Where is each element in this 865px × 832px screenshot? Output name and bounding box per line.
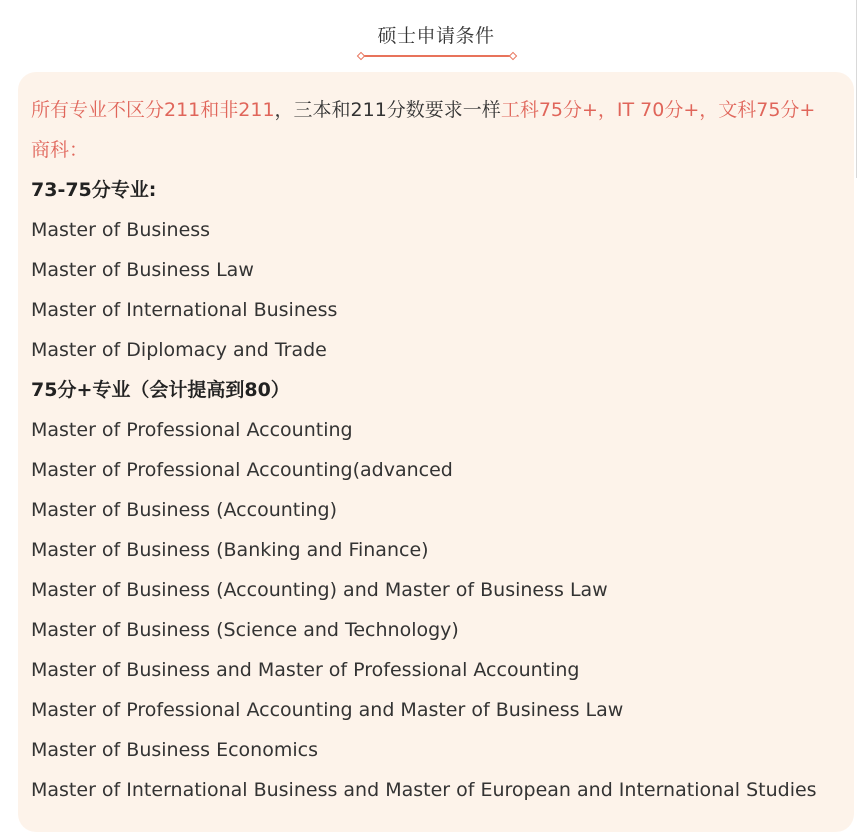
section-header (0, 22, 865, 50)
intro-highlight-2: 工科75分+，IT 70分+，文科75分+ (500, 99, 816, 121)
diamond-right-icon (509, 52, 517, 60)
program-item: Master of Business (Accounting) (31, 499, 338, 521)
program-item: Master of Business Economics (31, 739, 318, 761)
program-item: Master of Business Law (31, 259, 254, 281)
program-item: Master of Diplomacy and Trade (31, 339, 327, 361)
intro-highlight-1: 所有专业不区分211和非211 (31, 99, 275, 121)
intro-line (31, 90, 846, 130)
program-item: Master of Business (31, 219, 211, 241)
program-item: Master of Business (Accounting) and Master of Business Law (31, 579, 608, 601)
business-label: 商科： (31, 139, 89, 161)
program-item: Master of Professional Accounting(advanced (31, 459, 453, 481)
program-item: Master of Business and Master of Professional Accounting (31, 659, 580, 681)
program-item: Master of Professional Accounting and Master of Business Law (31, 699, 624, 721)
requirements-body (31, 90, 846, 810)
program-item: Master of Business (Banking and Finance) (31, 539, 429, 561)
program-item: Master of Business (Science and Technology) (31, 619, 459, 641)
program-item: Master of International Business and Master of European and International Studies (31, 779, 817, 801)
title-underline-ornament (358, 53, 516, 59)
intro-plain: ，三本和211分数要求一样 (274, 99, 501, 121)
section-heading: 75分+专业（会计提高到80） (31, 379, 290, 401)
program-item: Master of Professional Accounting (31, 419, 353, 441)
section-heading: 73-75分专业: (31, 179, 157, 201)
program-item: Master of International Business (31, 299, 338, 321)
page-title: 硕士申请条件 (377, 25, 495, 47)
diamond-left-icon (357, 52, 365, 60)
underline-bar (362, 55, 512, 57)
